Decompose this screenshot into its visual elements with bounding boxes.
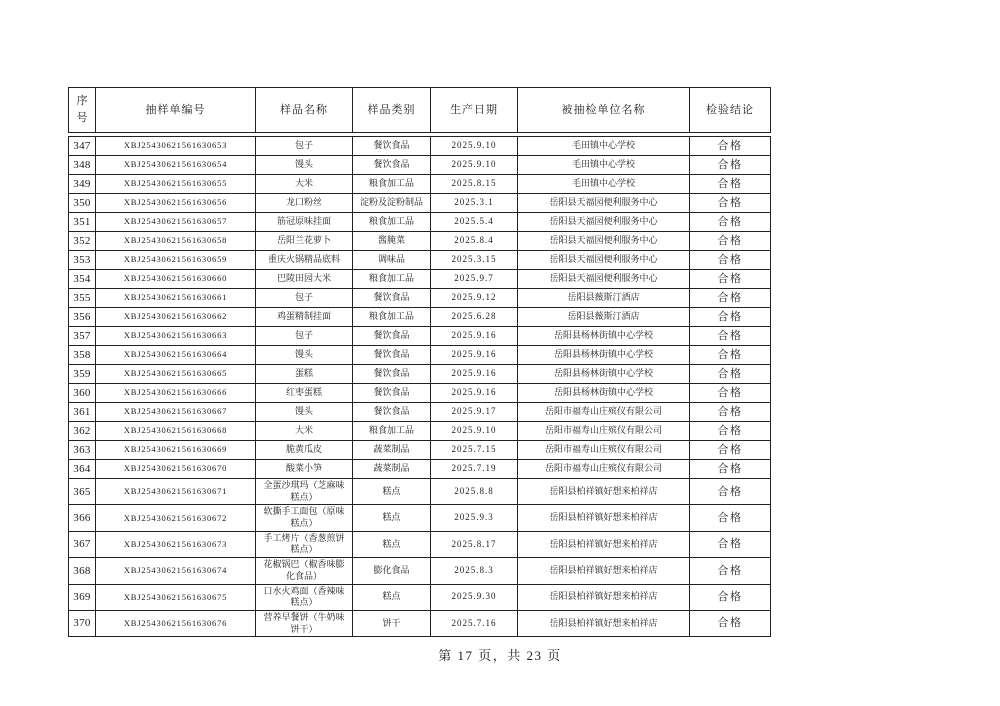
cell-name: 包子: [256, 137, 353, 156]
table-row: [69, 610, 771, 636]
cell-index: 365: [69, 479, 96, 505]
cell-result: 合格: [690, 270, 771, 289]
table-row: [69, 505, 771, 531]
cell-result: 合格: [690, 531, 771, 557]
cell-name: 筋冠原味挂面: [256, 213, 353, 232]
cell-date: 2025.9.10: [431, 137, 518, 156]
cell-unit: 岳阳县杨林街镇中心学校: [518, 365, 690, 384]
cell-category: 餐饮食品: [353, 346, 431, 365]
cell-result: 合格: [690, 610, 771, 636]
cell-category: 粮食加工品: [353, 308, 431, 327]
table-row: [69, 460, 771, 479]
cell-date: 2025.3.15: [431, 251, 518, 270]
cell-result: 合格: [690, 232, 771, 251]
cell-category: 饼干: [353, 610, 431, 636]
table-row: [69, 137, 771, 156]
cell-unit: 岳阳县天福园便利服务中心: [518, 270, 690, 289]
cell-category: 膨化食品: [353, 558, 431, 584]
cell-date: 2025.7.19: [431, 460, 518, 479]
cell-result: 合格: [690, 365, 771, 384]
cell-result: 合格: [690, 384, 771, 403]
cell-name: 红枣蛋糕: [256, 384, 353, 403]
table-row: [69, 422, 771, 441]
table-row: [69, 270, 771, 289]
cell-date: 2025.9.10: [431, 156, 518, 175]
cell-date: 2025.9.16: [431, 365, 518, 384]
cell-sample-no: XBJ25430621561630667: [96, 403, 256, 422]
cell-unit: 岳阳县天福园便利服务中心: [518, 213, 690, 232]
cell-sample-no: XBJ25430621561630661: [96, 289, 256, 308]
cell-unit: 岳阳县天福园便利服务中心: [518, 251, 690, 270]
table-row: [69, 194, 771, 213]
cell-date: 2025.9.10: [431, 422, 518, 441]
cell-name: 大米: [256, 422, 353, 441]
cell-name: 营养早餐饼（牛奶味饼干）: [256, 610, 353, 636]
cell-result: 合格: [690, 441, 771, 460]
cell-name: 蛋糕: [256, 365, 353, 384]
cell-index: 361: [69, 403, 96, 422]
cell-category: 餐饮食品: [353, 289, 431, 308]
cell-sample-no: XBJ25430621561630674: [96, 558, 256, 584]
cell-index: 370: [69, 610, 96, 636]
cell-unit: 岳阳县柏祥镇好想来柏祥店: [518, 610, 690, 636]
cell-result: 合格: [690, 460, 771, 479]
cell-index: 354: [69, 270, 96, 289]
cell-category: 糕点: [353, 531, 431, 557]
cell-date: 2025.9.16: [431, 346, 518, 365]
cell-index: 353: [69, 251, 96, 270]
cell-index: 356: [69, 308, 96, 327]
table-row: [69, 558, 771, 584]
cell-category: 餐饮食品: [353, 403, 431, 422]
cell-category: 蔬菜制品: [353, 441, 431, 460]
cell-date: 2025.9.30: [431, 584, 518, 610]
cell-category: 餐饮食品: [353, 327, 431, 346]
cell-result: 合格: [690, 213, 771, 232]
cell-sample-no: XBJ25430621561630655: [96, 175, 256, 194]
cell-sample-no: XBJ25430621561630659: [96, 251, 256, 270]
cell-unit: 岳阳县杨林街镇中心学校: [518, 384, 690, 403]
cell-date: 2025.7.16: [431, 610, 518, 636]
table-row: [69, 403, 771, 422]
cell-sample-no: XBJ25430621561630660: [96, 270, 256, 289]
cell-result: 合格: [690, 505, 771, 531]
cell-sample-no: XBJ25430621561630653: [96, 137, 256, 156]
cell-name: 馒头: [256, 346, 353, 365]
table-row: [69, 531, 771, 557]
cell-result: 合格: [690, 584, 771, 610]
cell-name: 手工烤片（香葱煎饼糕点）: [256, 531, 353, 557]
table-body: [69, 137, 771, 637]
cell-name: 馒头: [256, 403, 353, 422]
cell-sample-no: XBJ25430621561630673: [96, 531, 256, 557]
cell-unit: 岳阳市福寿山庄殡仪有限公司: [518, 460, 690, 479]
cell-unit: 岳阳市福寿山庄殡仪有限公司: [518, 441, 690, 460]
cell-sample-no: XBJ25430621561630665: [96, 365, 256, 384]
cell-result: 合格: [690, 251, 771, 270]
cell-category: 蔬菜制品: [353, 460, 431, 479]
cell-category: 淀粉及淀粉制品: [353, 194, 431, 213]
cell-sample-no: XBJ25430621561630663: [96, 327, 256, 346]
cell-date: 2025.6.28: [431, 308, 518, 327]
table-row: [69, 479, 771, 505]
cell-index: 368: [69, 558, 96, 584]
column-header-production-date: 生产日期: [431, 88, 518, 133]
table-row: [69, 156, 771, 175]
cell-unit: 岳阳县柏祥镇好想来柏祥店: [518, 584, 690, 610]
cell-unit: 岳阳县柏祥镇好想来柏祥店: [518, 558, 690, 584]
column-header-sample-name: 样品名称: [256, 88, 353, 133]
cell-sample-no: XBJ25430621561630658: [96, 232, 256, 251]
cell-result: 合格: [690, 137, 771, 156]
cell-name: 大米: [256, 175, 353, 194]
cell-sample-no: XBJ25430621561630672: [96, 505, 256, 531]
cell-index: 348: [69, 156, 96, 175]
cell-sample-no: XBJ25430621561630657: [96, 213, 256, 232]
cell-name: 花椒锅巴（椒香味膨化食品）: [256, 558, 353, 584]
cell-name: 包子: [256, 327, 353, 346]
cell-sample-no: XBJ25430621561630664: [96, 346, 256, 365]
cell-date: 2025.8.15: [431, 175, 518, 194]
cell-name: 巴陵田园大米: [256, 270, 353, 289]
cell-index: 367: [69, 531, 96, 557]
cell-result: 合格: [690, 194, 771, 213]
table-row: [69, 584, 771, 610]
cell-index: 355: [69, 289, 96, 308]
cell-name: 脆黄瓜皮: [256, 441, 353, 460]
cell-unit: 岳阳县柏祥镇好想来柏祥店: [518, 479, 690, 505]
cell-result: 合格: [690, 175, 771, 194]
cell-sample-no: XBJ25430621561630669: [96, 441, 256, 460]
cell-unit: 岳阳县柏祥镇好想来柏祥店: [518, 505, 690, 531]
cell-date: 2025.7.15: [431, 441, 518, 460]
cell-category: 粮食加工品: [353, 422, 431, 441]
column-header-sample-no: 抽样单编号: [96, 88, 256, 133]
cell-name: 酸菜小笋: [256, 460, 353, 479]
table-row: [69, 289, 771, 308]
cell-name: 岳阳兰花萝卜: [256, 232, 353, 251]
table-row: [69, 346, 771, 365]
cell-unit: 岳阳县天福园便利服务中心: [518, 194, 690, 213]
cell-name: 软撕手工面包（原味糕点）: [256, 505, 353, 531]
cell-date: 2025.3.1: [431, 194, 518, 213]
cell-unit: 岳阳县杨林街镇中心学校: [518, 346, 690, 365]
table-header: [68, 87, 771, 133]
cell-unit: 岳阳市福寿山庄殡仪有限公司: [518, 422, 690, 441]
cell-result: 合格: [690, 289, 771, 308]
cell-date: 2025.9.16: [431, 327, 518, 346]
cell-date: 2025.9.12: [431, 289, 518, 308]
table-row: [69, 441, 771, 460]
cell-index: 363: [69, 441, 96, 460]
table-row: [69, 251, 771, 270]
cell-category: 粮食加工品: [353, 270, 431, 289]
cell-name: 包子: [256, 289, 353, 308]
table-row: [69, 365, 771, 384]
cell-date: 2025.8.3: [431, 558, 518, 584]
cell-sample-no: XBJ25430621561630662: [96, 308, 256, 327]
column-header-category: 样品类别: [353, 88, 431, 133]
cell-unit: 毛田镇中心学校: [518, 175, 690, 194]
cell-date: 2025.8.4: [431, 232, 518, 251]
cell-sample-no: XBJ25430621561630654: [96, 156, 256, 175]
cell-sample-no: XBJ25430621561630656: [96, 194, 256, 213]
cell-name: 馒头: [256, 156, 353, 175]
table-row: [69, 232, 771, 251]
cell-category: 餐饮食品: [353, 365, 431, 384]
cell-name: 鸡蛋精制挂面: [256, 308, 353, 327]
cell-unit: 岳阳县天福园便利服务中心: [518, 232, 690, 251]
cell-sample-no: XBJ25430621561630675: [96, 584, 256, 610]
cell-index: 352: [69, 232, 96, 251]
cell-unit: 岳阳县薇斯汀酒店: [518, 289, 690, 308]
cell-result: 合格: [690, 308, 771, 327]
page-indicator: 第 17 页，共 23 页: [438, 648, 562, 663]
cell-date: 2025.9.7: [431, 270, 518, 289]
cell-index: 359: [69, 365, 96, 384]
cell-category: 粮食加工品: [353, 213, 431, 232]
cell-unit: 毛田镇中心学校: [518, 137, 690, 156]
cell-index: 358: [69, 346, 96, 365]
cell-category: 糕点: [353, 505, 431, 531]
cell-index: 360: [69, 384, 96, 403]
cell-category: 调味品: [353, 251, 431, 270]
cell-index: 357: [69, 327, 96, 346]
cell-sample-no: XBJ25430621561630676: [96, 610, 256, 636]
cell-index: 347: [69, 137, 96, 156]
cell-unit: 毛田镇中心学校: [518, 156, 690, 175]
cell-name: 龙口粉丝: [256, 194, 353, 213]
column-header-result: 检验结论: [690, 88, 771, 133]
cell-result: 合格: [690, 327, 771, 346]
cell-category: 餐饮食品: [353, 137, 431, 156]
cell-name: 口水火鸡面（香辣味糕点）: [256, 584, 353, 610]
cell-category: 糕点: [353, 479, 431, 505]
inspection-results-table: [68, 136, 771, 637]
cell-index: 366: [69, 505, 96, 531]
cell-sample-no: XBJ25430621561630666: [96, 384, 256, 403]
cell-unit: 岳阳县杨林街镇中心学校: [518, 327, 690, 346]
cell-index: 349: [69, 175, 96, 194]
cell-date: 2025.9.3: [431, 505, 518, 531]
column-header-unit-name: 被抽检单位名称: [518, 88, 690, 133]
column-header-index: [69, 88, 96, 133]
cell-name: 全蛋沙琪玛（芝麻味糕点）: [256, 479, 353, 505]
cell-result: 合格: [690, 403, 771, 422]
cell-date: 2025.5.4: [431, 213, 518, 232]
column-header-index-label: 序号: [76, 94, 88, 124]
cell-result: 合格: [690, 422, 771, 441]
page-footer: [0, 645, 1000, 664]
cell-result: 合格: [690, 479, 771, 505]
cell-index: 369: [69, 584, 96, 610]
cell-sample-no: XBJ25430621561630668: [96, 422, 256, 441]
cell-index: 362: [69, 422, 96, 441]
cell-result: 合格: [690, 346, 771, 365]
cell-result: 合格: [690, 156, 771, 175]
cell-date: 2025.9.17: [431, 403, 518, 422]
table-row: [69, 175, 771, 194]
table-row: [69, 327, 771, 346]
cell-category: 糕点: [353, 584, 431, 610]
inspection-table-area: [68, 87, 770, 637]
cell-index: 351: [69, 213, 96, 232]
table-row: [69, 213, 771, 232]
cell-result: 合格: [690, 558, 771, 584]
cell-date: 2025.9.16: [431, 384, 518, 403]
cell-sample-no: XBJ25430621561630670: [96, 460, 256, 479]
header-row: [69, 88, 771, 133]
cell-name: 重庆火锅精品底料: [256, 251, 353, 270]
table-row: [69, 384, 771, 403]
table-row: [69, 308, 771, 327]
cell-unit: 岳阳市福寿山庄殡仪有限公司: [518, 403, 690, 422]
cell-index: 364: [69, 460, 96, 479]
cell-category: 餐饮食品: [353, 384, 431, 403]
cell-sample-no: XBJ25430621561630671: [96, 479, 256, 505]
cell-unit: 岳阳县柏祥镇好想来柏祥店: [518, 531, 690, 557]
cell-category: 酱腌菜: [353, 232, 431, 251]
cell-category: 餐饮食品: [353, 156, 431, 175]
cell-category: 粮食加工品: [353, 175, 431, 194]
cell-date: 2025.8.17: [431, 531, 518, 557]
cell-unit: 岳阳县薇斯汀酒店: [518, 308, 690, 327]
cell-date: 2025.8.8: [431, 479, 518, 505]
cell-index: 350: [69, 194, 96, 213]
